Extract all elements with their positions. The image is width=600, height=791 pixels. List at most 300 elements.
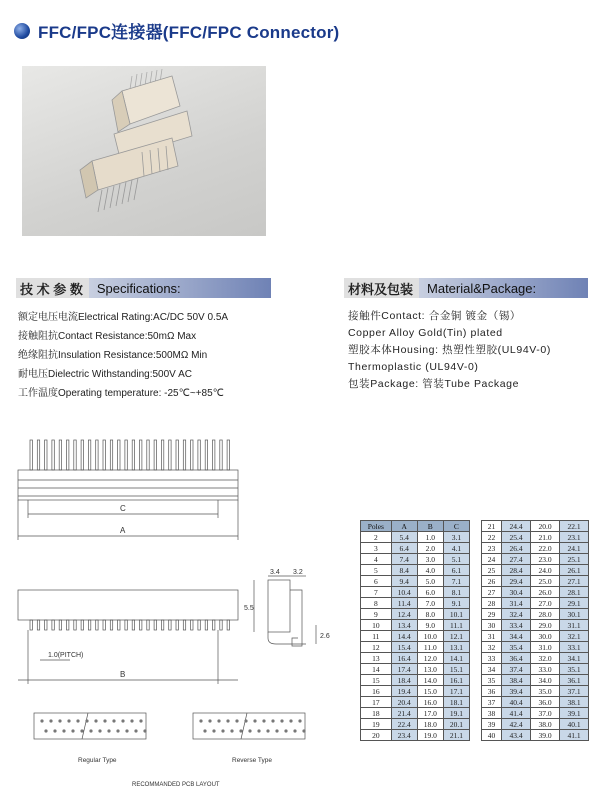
top-view-pins: [30, 440, 230, 470]
regular-type-label: Regular Type: [78, 757, 117, 764]
pin-mark: [125, 440, 127, 470]
pin-mark: [183, 620, 185, 630]
dimension-cell: 40.4: [502, 697, 531, 708]
pcb-pad: [134, 729, 137, 732]
pin-mark: [59, 620, 61, 630]
pcb-pad: [199, 719, 202, 722]
pin-mark: [213, 440, 215, 470]
dim-5-5: 5.5: [244, 605, 254, 612]
pin-mark: [140, 440, 142, 470]
dimension-cell: 23.0: [531, 554, 560, 565]
poles-cell: 25: [482, 565, 502, 576]
table-row: [482, 642, 589, 653]
pin-mark: [176, 440, 178, 470]
dimension-cell: 36.1: [560, 675, 589, 686]
dimension-cell: 32.0: [531, 653, 560, 664]
pcb-pad: [107, 729, 110, 732]
poles-cell: 12: [361, 642, 392, 653]
dimension-cell: 17.4: [391, 664, 417, 675]
pin-mark: [227, 620, 229, 630]
dimension-cell: 37.0: [531, 708, 560, 719]
specifications-en-heading: Specifications:: [89, 278, 271, 298]
spec-line: 接触阻抗Contact Resistance:50mΩ Max: [18, 331, 197, 342]
dimension-cell: 31.4: [502, 598, 531, 609]
poles-cell: 10: [361, 620, 392, 631]
dimension-cell: 3.1: [443, 532, 469, 543]
table-header: C: [443, 521, 469, 532]
table-row: [482, 664, 589, 675]
dimension-cell: 13.0: [417, 664, 443, 675]
dimension-cell: 31.0: [531, 642, 560, 653]
dimension-cell: 41.4: [502, 708, 531, 719]
pin-mark: [154, 620, 156, 630]
product-photo: [22, 66, 266, 236]
poles-cell: 16: [361, 686, 392, 697]
table-row: [361, 675, 470, 686]
poles-cell: 24: [482, 554, 502, 565]
dimension-cell: 15.4: [391, 642, 417, 653]
dimension-cell: 37.1: [560, 686, 589, 697]
table-row: [482, 554, 589, 565]
table-row: [361, 686, 470, 697]
poles-cell: 15: [361, 675, 392, 686]
dimension-cell: 30.1: [560, 609, 589, 620]
dimension-cell: 16.1: [443, 675, 469, 686]
dimension-cell: 40.1: [560, 719, 589, 730]
pin-mark: [227, 440, 229, 470]
pin-mark: [169, 440, 171, 470]
pin-mark: [132, 440, 134, 470]
table-row: [482, 697, 589, 708]
table-row: [482, 686, 589, 697]
dimension-cell: 12.4: [391, 609, 417, 620]
dimension-cell: 10.4: [391, 587, 417, 598]
pcb-pad: [302, 729, 305, 732]
pcb-pad: [103, 719, 106, 722]
dimension-cell: 8.0: [417, 609, 443, 620]
pcb-pad: [80, 729, 83, 732]
dimension-cell: 36.4: [502, 653, 531, 664]
dimension-cell: 10.0: [417, 631, 443, 642]
dimension-cell: 13.4: [391, 620, 417, 631]
poles-cell: 32: [482, 642, 502, 653]
pcb-pad: [71, 729, 74, 732]
dimension-cell: 25.0: [531, 576, 560, 587]
dimension-cell: 25.1: [560, 554, 589, 565]
pin-mark: [59, 440, 61, 470]
dimension-cell: 35.4: [502, 642, 531, 653]
regular-pcb-layout: [34, 713, 146, 739]
dimension-cell: 9.4: [391, 576, 417, 587]
dimension-cell: 28.4: [502, 565, 531, 576]
pcb-pad: [293, 729, 296, 732]
material-line: Thermoplastic (UL94V-0): [348, 361, 479, 373]
pin-mark: [30, 440, 32, 470]
pcb-pad: [244, 719, 247, 722]
dimension-cell: 34.0: [531, 675, 560, 686]
dimension-cell: 21.1: [443, 730, 469, 741]
dimension-cell: 7.4: [391, 554, 417, 565]
poles-cell: 18: [361, 708, 392, 719]
dimension-cell: 14.4: [391, 631, 417, 642]
pcb-pad: [266, 729, 269, 732]
spec-line: 额定电压电流Electrical Rating:AC/DC 50V 0.5A: [18, 312, 229, 323]
table-row: [482, 620, 589, 631]
dimension-cell: 39.1: [560, 708, 589, 719]
pin-mark: [213, 620, 215, 630]
dimension-cell: 4.0: [417, 565, 443, 576]
dimension-cell: 38.0: [531, 719, 560, 730]
pitch-label: 1.0(PITCH): [48, 652, 84, 659]
dimension-cell: 22.1: [560, 521, 589, 532]
poles-cell: 3: [361, 543, 392, 554]
table-row: [482, 598, 589, 609]
pcb-pad: [230, 729, 233, 732]
dimension-cell: 39.0: [531, 730, 560, 741]
pin-mark: [154, 440, 156, 470]
pin-mark: [205, 440, 207, 470]
pin-mark: [74, 440, 76, 470]
pin-mark: [88, 440, 90, 470]
pcb-pad: [121, 719, 124, 722]
material-line: Copper Alloy Gold(Tin) plated: [348, 327, 503, 339]
pin-mark: [220, 620, 222, 630]
dimension-cell: 29.1: [560, 598, 589, 609]
pcb-pad: [203, 729, 206, 732]
pcb-pad: [130, 719, 133, 722]
side-profile-body: [268, 580, 290, 632]
dimension-cell: 41.1: [560, 730, 589, 741]
poles-cell: 21: [482, 521, 502, 532]
table-header: A: [391, 521, 417, 532]
spec-line: 绝缘阻抗Insulation Resistance:500MΩ Min: [18, 350, 208, 361]
poles-cell: 34: [482, 664, 502, 675]
pin-mark: [183, 440, 185, 470]
poles-cell: 30: [482, 620, 502, 631]
table-row: [482, 675, 589, 686]
dimension-cell: 36.0: [531, 697, 560, 708]
dimension-cell: 6.1: [443, 565, 469, 576]
poles-cell: 11: [361, 631, 392, 642]
poles-cell: 20: [361, 730, 392, 741]
pin-mark: [45, 620, 47, 630]
pin-mark: [74, 620, 76, 630]
poles-cell: 23: [482, 543, 502, 554]
dimension-cell: 1.0: [417, 532, 443, 543]
dim-2-6: 2.6: [320, 633, 330, 640]
poles-cell: 7: [361, 587, 392, 598]
dimension-cell: 12.0: [417, 653, 443, 664]
pcb-pad: [112, 719, 115, 722]
pcb-pad: [139, 719, 142, 722]
table-row: [361, 631, 470, 642]
dimension-cell: 28.1: [560, 587, 589, 598]
table-row: [361, 653, 470, 664]
table-row: [482, 565, 589, 576]
pcb-pad: [280, 719, 283, 722]
pcb-pad: [62, 729, 65, 732]
material-list: [348, 308, 551, 393]
dimension-cell: 6.4: [391, 543, 417, 554]
dimension-cell: 42.4: [502, 719, 531, 730]
table-row: [482, 719, 589, 730]
table-row: [482, 609, 589, 620]
dimension-cell: 4.1: [443, 543, 469, 554]
material-banner: [344, 278, 588, 298]
dimension-cell: 11.4: [391, 598, 417, 609]
pin-mark: [88, 620, 90, 630]
pin-mark: [176, 620, 178, 630]
dimension-cell: 20.0: [531, 521, 560, 532]
label-c: C: [120, 504, 126, 513]
pin-mark: [125, 620, 127, 630]
table-row: [361, 708, 470, 719]
table-row: [361, 532, 470, 543]
dimension-cell: 20.1: [443, 719, 469, 730]
dimension-cell: 9.0: [417, 620, 443, 631]
dimension-cell: 43.4: [502, 730, 531, 741]
dimension-table-left: [360, 520, 470, 741]
table-row: [361, 576, 470, 587]
poles-cell: 26: [482, 576, 502, 587]
pin-mark: [110, 440, 112, 470]
table-row: [482, 532, 589, 543]
pin-mark: [198, 440, 200, 470]
dimension-cell: 15.1: [443, 664, 469, 675]
poles-cell: 31: [482, 631, 502, 642]
reverse-pcb-layout: [193, 713, 305, 739]
pcb-pad: [235, 719, 238, 722]
pcb-pad: [248, 729, 251, 732]
pin-mark: [147, 440, 149, 470]
pin-mark: [118, 620, 120, 630]
dimension-cell: 32.4: [502, 609, 531, 620]
poles-cell: 5: [361, 565, 392, 576]
dimension-cell: 35.0: [531, 686, 560, 697]
dimension-cell: 28.0: [531, 609, 560, 620]
poles-cell: 22: [482, 532, 502, 543]
pin-mark: [67, 620, 69, 630]
pcb-pad: [98, 729, 101, 732]
pin-mark: [52, 620, 54, 630]
table-row: [361, 598, 470, 609]
table-row: [361, 730, 470, 741]
dimension-cell: 37.4: [502, 664, 531, 675]
dimension-cell: 30.0: [531, 631, 560, 642]
dimension-cell: 16.4: [391, 653, 417, 664]
pin-mark: [220, 440, 222, 470]
pin-mark: [205, 620, 207, 630]
pcb-pad: [217, 719, 220, 722]
dimension-cell: 11.0: [417, 642, 443, 653]
table-row: [482, 730, 589, 741]
bullet-ball-icon: [14, 23, 30, 39]
material-line: 接触件Contact: 合金铜 镀金（锡）: [348, 310, 522, 322]
dimension-cell: 20.4: [391, 697, 417, 708]
table-row: [482, 708, 589, 719]
pcb-pad: [221, 729, 224, 732]
dimension-cell: 24.4: [502, 521, 531, 532]
connector-photo-illustration: [22, 66, 266, 236]
label-b: B: [120, 670, 126, 679]
table-row: [482, 576, 589, 587]
dimension-cell: 34.4: [502, 631, 531, 642]
dimension-cell: 25.4: [502, 532, 531, 543]
table-row: [482, 653, 589, 664]
dimension-cell: 19.0: [417, 730, 443, 741]
dimension-cell: 18.4: [391, 675, 417, 686]
pin-mark: [110, 620, 112, 630]
pin-mark: [161, 440, 163, 470]
table-header: B: [417, 521, 443, 532]
pcb-pad: [40, 719, 43, 722]
dimension-cell: 19.4: [391, 686, 417, 697]
poles-cell: 29: [482, 609, 502, 620]
front-view-body: [18, 590, 238, 620]
front-view-pins: [30, 620, 230, 630]
dimension-cell: 22.4: [391, 719, 417, 730]
pcb-pad: [226, 719, 229, 722]
dimension-cell: 29.0: [531, 620, 560, 631]
poles-cell: 39: [482, 719, 502, 730]
pcb-pad: [94, 719, 97, 722]
poles-cell: 9: [361, 609, 392, 620]
poles-cell: 2: [361, 532, 392, 543]
pin-mark: [30, 620, 32, 630]
dimension-cell: 18.0: [417, 719, 443, 730]
dimension-cell: 21.0: [531, 532, 560, 543]
pcb-pad: [44, 729, 47, 732]
dimension-cell: 13.1: [443, 642, 469, 653]
table-row: [361, 620, 470, 631]
pcb-pad: [275, 729, 278, 732]
pcb-pad: [253, 719, 256, 722]
table-row: [482, 543, 589, 554]
dimension-cell: 32.1: [560, 631, 589, 642]
dimension-cell: 18.1: [443, 697, 469, 708]
dimension-cell: 30.4: [502, 587, 531, 598]
dimension-cell: 16.0: [417, 697, 443, 708]
poles-cell: 37: [482, 697, 502, 708]
pin-mark: [132, 620, 134, 630]
pin-mark: [37, 440, 39, 470]
top-view-body: [18, 470, 238, 500]
specifications-banner: [16, 278, 271, 298]
dimension-cell: 7.1: [443, 576, 469, 587]
dimension-cell: 29.4: [502, 576, 531, 587]
poles-cell: 4: [361, 554, 392, 565]
pin-mark: [96, 440, 98, 470]
table-row: [361, 543, 470, 554]
pcb-pad: [116, 729, 119, 732]
dimension-cell: 24.0: [531, 565, 560, 576]
pcb-pad: [239, 729, 242, 732]
poles-cell: 13: [361, 653, 392, 664]
pcb-layout-caption: RECOMMANDED PCB LAYOUT: [132, 782, 220, 788]
dimension-cell: 31.1: [560, 620, 589, 631]
dimension-cell: 23.4: [391, 730, 417, 741]
pin-mark: [118, 440, 120, 470]
material-cn-heading: 材料及包装: [344, 278, 419, 298]
dimension-cell: 7.0: [417, 598, 443, 609]
reverse-type-label: Reverse Type: [232, 757, 272, 764]
pin-mark: [103, 440, 105, 470]
pcb-pad: [271, 719, 274, 722]
table-row: [361, 554, 470, 565]
specifications-list: [18, 308, 228, 403]
pin-mark: [191, 440, 193, 470]
pcb-pad: [262, 719, 265, 722]
title-row: [14, 18, 339, 43]
pcb-pad: [125, 729, 128, 732]
dimension-cell: 14.1: [443, 653, 469, 664]
dimension-cell: 23.1: [560, 532, 589, 543]
table-row: [361, 565, 470, 576]
dimension-cell: 33.0: [531, 664, 560, 675]
pcb-pad-dots: [40, 719, 305, 732]
dimension-cell: 6.0: [417, 587, 443, 598]
pcb-pad: [85, 719, 88, 722]
dimension-cell: 38.4: [502, 675, 531, 686]
poles-cell: 14: [361, 664, 392, 675]
pin-mark: [198, 620, 200, 630]
table-row: [361, 642, 470, 653]
dimension-cell: 8.1: [443, 587, 469, 598]
dimension-cell: 21.4: [391, 708, 417, 719]
poles-cell: 6: [361, 576, 392, 587]
dimension-cell: 34.1: [560, 653, 589, 664]
pin-mark: [147, 620, 149, 630]
table-row: [482, 521, 589, 532]
pcb-pad: [143, 729, 146, 732]
dimension-cell: 26.0: [531, 587, 560, 598]
dimension-cell: 17.1: [443, 686, 469, 697]
dimension-cell: 11.1: [443, 620, 469, 631]
dim-3-4: 3.4: [270, 569, 280, 576]
table-row: [361, 719, 470, 730]
dimension-cell: 35.1: [560, 664, 589, 675]
dimension-cell: 17.0: [417, 708, 443, 719]
poles-cell: 35: [482, 675, 502, 686]
spec-line: 工作温度Operating temperature: -25℃~+85℃: [18, 388, 224, 399]
pin-mark: [103, 620, 105, 630]
poles-cell: 33: [482, 653, 502, 664]
poles-cell: 27: [482, 587, 502, 598]
dimension-cell: 8.4: [391, 565, 417, 576]
dimension-cell: 27.1: [560, 576, 589, 587]
pin-mark: [140, 620, 142, 630]
dimension-cell: 12.1: [443, 631, 469, 642]
poles-cell: 40: [482, 730, 502, 741]
dimension-cell: 3.0: [417, 554, 443, 565]
dimension-cell: 26.4: [502, 543, 531, 554]
pin-mark: [81, 440, 83, 470]
page-title: FFC/FPC连接器(FFC/FPC Connector): [38, 23, 340, 42]
table-row: [361, 697, 470, 708]
dimension-cell: 27.0: [531, 598, 560, 609]
spec-line: 耐电压Dielectric Withstanding:500V AC: [18, 369, 192, 380]
poles-cell: 19: [361, 719, 392, 730]
dimension-cell: 10.1: [443, 609, 469, 620]
label-a: A: [120, 526, 126, 535]
material-line: 包装Package: 管装Tube Package: [348, 378, 520, 390]
pcb-pad: [289, 719, 292, 722]
table-header: Poles: [361, 521, 392, 532]
poles-cell: 36: [482, 686, 502, 697]
material-line: 塑胶本体Housing: 热塑性塑胶(UL94V-0): [348, 344, 551, 356]
pcb-pad: [58, 719, 61, 722]
dim-3-2: 3.2: [293, 569, 303, 576]
